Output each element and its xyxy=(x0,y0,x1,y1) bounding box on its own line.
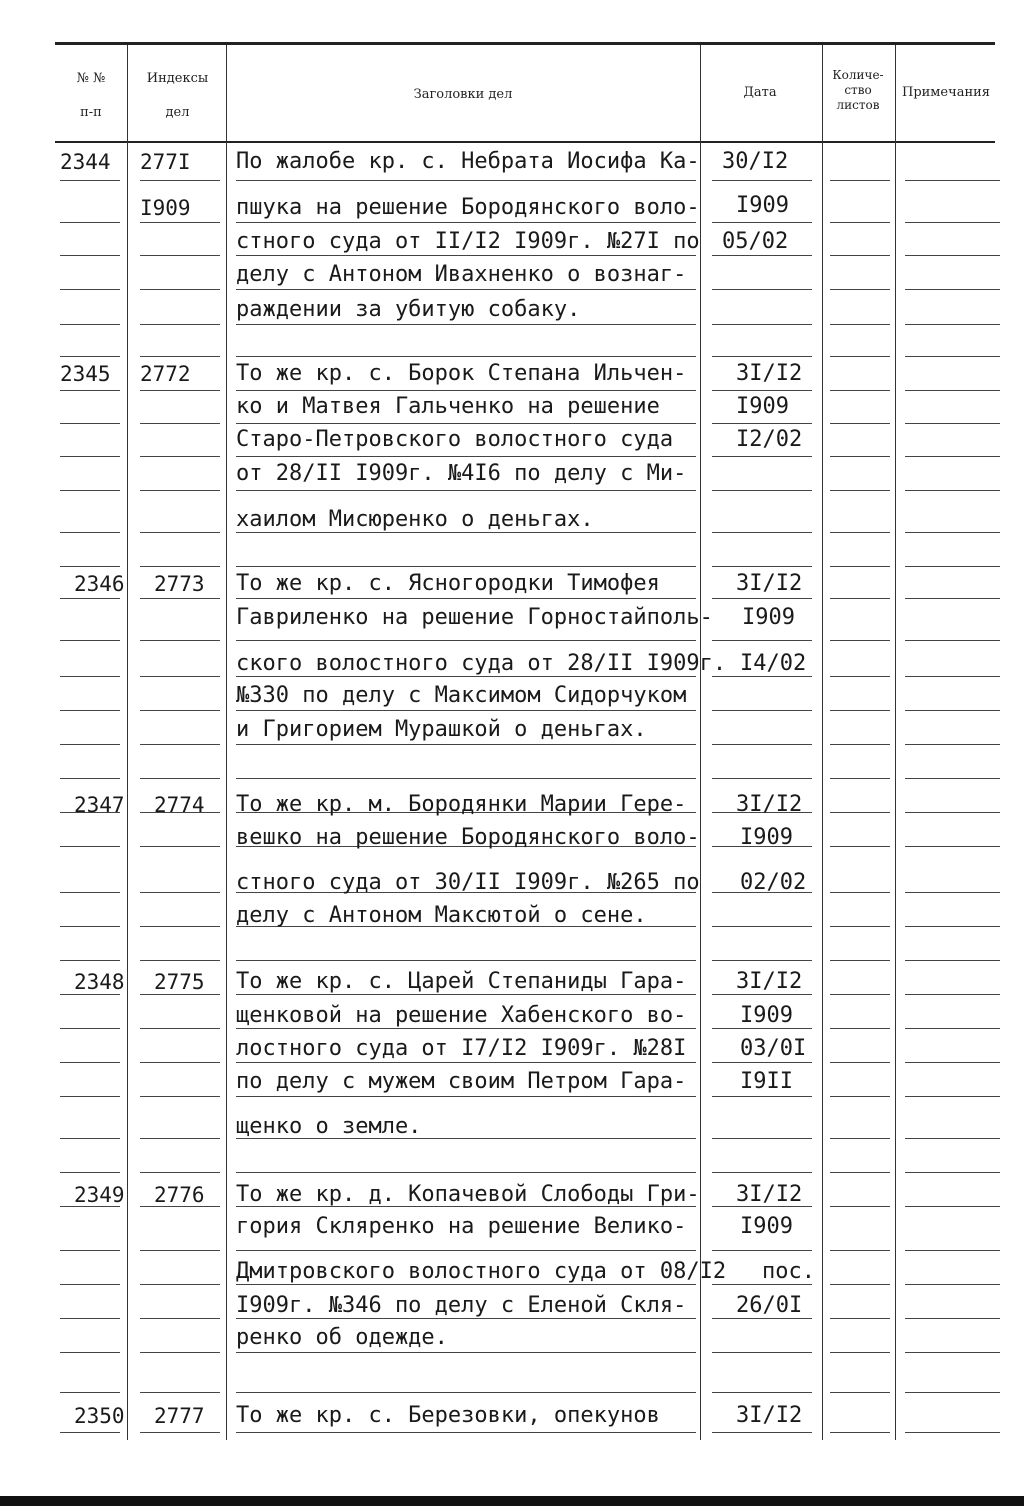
entry-title-line: и Григорием Мурашкой о деньгах. xyxy=(236,717,647,742)
entry-date: 3I/I2 xyxy=(736,792,803,817)
ruled-line xyxy=(712,1138,812,1139)
ruled-line xyxy=(830,676,890,677)
entry-number: 2350 xyxy=(74,1404,125,1428)
ruled-line xyxy=(60,926,120,927)
entry-title-line: Старо-Петровского волостного суда xyxy=(236,427,674,452)
ruled-line xyxy=(140,490,220,491)
entry-number: 2345 xyxy=(60,362,111,386)
ruled-line xyxy=(830,1318,890,1319)
ruled-line xyxy=(712,289,812,290)
entry-date: I909 xyxy=(742,605,795,630)
ruled-line xyxy=(140,926,220,927)
ruled-line xyxy=(60,598,120,599)
header-count-line3: листов xyxy=(836,98,880,112)
ruled-line xyxy=(830,1432,890,1433)
ruled-line xyxy=(140,1172,220,1173)
ruled-line xyxy=(236,255,696,256)
entry-title-line: То же кр. с. Ясногородки Тимофея xyxy=(236,571,660,596)
ruled-line xyxy=(830,1172,890,1173)
entry-index: 2772 xyxy=(140,362,191,386)
ruled-line xyxy=(830,456,890,457)
entry-title-line: раждении за убитую собаку. xyxy=(236,297,581,322)
ruled-line xyxy=(236,1096,696,1097)
ruled-line xyxy=(140,1028,220,1029)
ruled-line xyxy=(712,994,812,995)
ruled-line xyxy=(712,926,812,927)
column-line xyxy=(226,45,227,1440)
ruled-line xyxy=(236,423,696,424)
ruled-line xyxy=(905,255,1000,256)
ruled-line xyxy=(830,778,890,779)
ruled-line xyxy=(140,390,220,391)
entry-date: 3I/I2 xyxy=(736,361,803,386)
entry-date: I909 xyxy=(736,394,789,419)
ruled-line xyxy=(905,1352,1000,1353)
entry-title-line: делу с Антоном Ивахненко о вознаг- xyxy=(236,262,687,287)
entry-date: 30/I2 xyxy=(722,149,789,174)
ruled-line xyxy=(140,1138,220,1139)
ruled-line xyxy=(140,1062,220,1063)
ruled-line xyxy=(905,812,1000,813)
entry-title-line: ского волостного суда от 28/II I909г. xyxy=(236,651,727,676)
ruled-line xyxy=(905,1028,1000,1029)
ruled-line xyxy=(60,778,120,779)
column-line xyxy=(822,45,823,1440)
column-line xyxy=(895,45,896,1440)
ruled-line xyxy=(236,994,696,995)
ruled-line xyxy=(236,960,696,961)
ruled-line xyxy=(712,324,812,325)
header-date-label: Дата xyxy=(743,85,777,100)
ruled-line xyxy=(830,566,890,567)
ruled-line xyxy=(830,892,890,893)
ruled-line xyxy=(60,423,120,424)
entry-date: 3I/I2 xyxy=(736,969,803,994)
ruled-line xyxy=(830,289,890,290)
entry-date: пос. xyxy=(762,1259,815,1284)
ruled-line xyxy=(830,1096,890,1097)
ruled-line xyxy=(140,1352,220,1353)
ruled-line xyxy=(60,710,120,711)
entry-date: I2/02 xyxy=(736,427,803,452)
ruled-line xyxy=(830,180,890,181)
ruled-line xyxy=(60,356,120,357)
ruled-line xyxy=(830,994,890,995)
ruled-line xyxy=(140,1432,220,1433)
ruled-line xyxy=(712,566,812,567)
ruled-line xyxy=(712,1432,812,1433)
header-title-label: Заголовки дел xyxy=(413,87,513,102)
ruled-line xyxy=(905,1318,1000,1319)
ruled-line xyxy=(140,456,220,457)
ruled-line xyxy=(712,1318,812,1319)
entry-date: I909 xyxy=(740,1214,793,1239)
ruled-line xyxy=(60,1096,120,1097)
entry-date: 3I/I2 xyxy=(736,1182,803,1207)
entry-title-line: I909г. №346 по делу с Еленой Скля- xyxy=(236,1293,687,1318)
ruled-line xyxy=(905,960,1000,961)
ruled-line xyxy=(905,640,1000,641)
entry-title-line: гория Скляренко на решение Велико- xyxy=(236,1214,687,1239)
ruled-line xyxy=(60,1172,120,1173)
ruled-line xyxy=(60,1432,120,1433)
entry-title-line: пшука на решение Бородянского воло- xyxy=(236,195,700,220)
entry-date: I9II xyxy=(740,1069,793,1094)
ruled-line xyxy=(60,892,120,893)
entry-date: I4/02 xyxy=(740,651,807,676)
ruled-line xyxy=(712,778,812,779)
ruled-line xyxy=(712,1352,812,1353)
ruled-line xyxy=(830,1392,890,1393)
ruled-line xyxy=(712,423,812,424)
entry-index: 2775 xyxy=(154,970,205,994)
entry-title-line: Гавриленко на решение Горностайполь- xyxy=(236,605,713,630)
ruled-line xyxy=(905,566,1000,567)
ruled-line xyxy=(140,640,220,641)
ruled-line xyxy=(236,390,696,391)
ruled-line xyxy=(140,846,220,847)
entry-title-line: То же кр. с. Борок Степана Ильчен- xyxy=(236,361,687,386)
header-index-line1: Индексы xyxy=(146,71,209,86)
ruled-line xyxy=(905,1096,1000,1097)
ruled-line xyxy=(140,744,220,745)
ruled-line xyxy=(905,456,1000,457)
ruled-line xyxy=(905,598,1000,599)
entry-number: 2348 xyxy=(74,970,125,994)
ruled-line xyxy=(60,1028,120,1029)
ruled-line xyxy=(236,710,696,711)
entry-title-line: ренко об одежде. xyxy=(236,1325,448,1350)
bottom-border xyxy=(0,1496,1024,1506)
ruled-line xyxy=(236,1284,696,1285)
ruled-line xyxy=(905,778,1000,779)
entry-date: I909 xyxy=(736,193,789,218)
entry-date: 03/0I xyxy=(740,1036,807,1061)
ruled-line xyxy=(905,994,1000,995)
ruled-line xyxy=(236,744,696,745)
ruled-line xyxy=(712,1284,812,1285)
ruled-line xyxy=(236,676,696,677)
header-no-label xyxy=(58,72,124,120)
ruled-line xyxy=(60,1392,120,1393)
entry-title-line: стного суда от 30/II I909г. №265 по xyxy=(236,870,700,895)
entry-date: I909 xyxy=(740,1003,793,1028)
ruled-line xyxy=(712,255,812,256)
ruled-line xyxy=(60,324,120,325)
ruled-line xyxy=(905,1172,1000,1173)
ruled-line xyxy=(236,180,696,181)
ruled-line xyxy=(140,1392,220,1393)
entry-number: 2344 xyxy=(60,150,111,174)
ruled-line xyxy=(830,640,890,641)
ruled-line xyxy=(236,778,696,779)
column-line xyxy=(127,45,128,1440)
ruled-line xyxy=(905,490,1000,491)
ruled-line xyxy=(140,324,220,325)
ruled-line xyxy=(830,390,890,391)
entry-date: 3I/I2 xyxy=(736,1403,803,1428)
entry-index: 2776 xyxy=(154,1183,205,1207)
ruled-line xyxy=(140,710,220,711)
ruled-line xyxy=(905,926,1000,927)
ruled-line xyxy=(712,1028,812,1029)
ruled-line xyxy=(830,356,890,357)
entry-title-line: от 28/II I909г. №4I6 по делу с Ми- xyxy=(236,461,687,486)
entry-title-line: щенковой на решение Хабенского во- xyxy=(236,1003,687,1028)
ruled-line xyxy=(830,532,890,533)
ruled-line xyxy=(830,324,890,325)
ruled-line xyxy=(60,960,120,961)
ruled-line xyxy=(905,892,1000,893)
ruled-line xyxy=(905,1284,1000,1285)
ruled-line xyxy=(905,1206,1000,1207)
entry-date: 26/0I xyxy=(736,1293,803,1318)
ruled-line xyxy=(140,676,220,677)
ruled-line xyxy=(236,566,696,567)
entry-title-line: То же кр. с. Царей Степаниды Гара- xyxy=(236,969,687,994)
ruled-line xyxy=(60,1318,120,1319)
ruled-line xyxy=(140,598,220,599)
ruled-line xyxy=(60,289,120,290)
ruled-line xyxy=(905,1138,1000,1139)
entry-title-line: То же кр. м. Бородянки Марии Гере- xyxy=(236,792,687,817)
header-no-line2: п-п xyxy=(80,105,102,120)
ruled-line xyxy=(236,1172,696,1173)
ruled-line xyxy=(236,532,696,533)
ruled-line xyxy=(236,456,696,457)
entry-title-line: делу с Антоном Максютой о сене. xyxy=(236,903,647,928)
ruled-line xyxy=(905,289,1000,290)
ruled-line xyxy=(140,1284,220,1285)
entry-title-line: То же кр. д. Копачевой Слободы Гри- xyxy=(236,1182,700,1207)
entry-index: 2773 xyxy=(154,572,205,596)
ruled-line xyxy=(830,1284,890,1285)
entry-title-line: То же кр. с. Березовки, опекунов xyxy=(236,1403,660,1428)
entry-date: 05/02 xyxy=(722,229,789,254)
header-count-line1: Количе- xyxy=(832,68,884,82)
ruled-line xyxy=(905,532,1000,533)
ruled-line xyxy=(60,994,120,995)
ruled-line xyxy=(140,1250,220,1251)
ruled-line xyxy=(140,532,220,533)
entry-title-line: Дмитровского волостного суда от 08/I2 xyxy=(236,1259,727,1284)
ruled-line xyxy=(830,423,890,424)
ruled-line xyxy=(236,640,696,641)
ruled-line xyxy=(830,1206,890,1207)
ruled-line xyxy=(830,255,890,256)
ruled-line xyxy=(60,180,120,181)
ruled-line xyxy=(236,1250,696,1251)
ruled-line xyxy=(905,1392,1000,1393)
ruled-line xyxy=(905,676,1000,677)
entry-index: 2774 xyxy=(154,793,205,817)
ruled-line xyxy=(236,1318,696,1319)
ruled-line xyxy=(60,846,120,847)
ruled-line xyxy=(712,710,812,711)
ruled-line xyxy=(712,222,812,223)
ruled-line xyxy=(830,926,890,927)
entry-number: 2346 xyxy=(74,572,125,596)
ruled-line xyxy=(905,222,1000,223)
ruled-line xyxy=(712,1096,812,1097)
header-separator xyxy=(55,141,995,143)
ruled-line xyxy=(712,490,812,491)
header-index-line2: дел xyxy=(165,105,190,120)
ruled-line xyxy=(236,490,696,491)
ruled-line xyxy=(140,255,220,256)
ruled-line xyxy=(140,994,220,995)
ruled-line xyxy=(60,744,120,745)
ruled-line xyxy=(712,456,812,457)
ruled-line xyxy=(60,1352,120,1353)
ruled-line xyxy=(712,640,812,641)
ruled-line xyxy=(830,710,890,711)
ruled-line xyxy=(830,960,890,961)
header-notes-label: Примечания xyxy=(901,85,990,100)
ruled-line xyxy=(60,222,120,223)
ruled-line xyxy=(60,490,120,491)
ruled-line xyxy=(60,390,120,391)
entry-date: I909 xyxy=(740,825,793,850)
ruled-line xyxy=(712,744,812,745)
ruled-line xyxy=(140,1096,220,1097)
ruled-line xyxy=(830,812,890,813)
header-index-label xyxy=(130,72,225,120)
header-no-line1: № № xyxy=(76,71,106,86)
ruled-line xyxy=(236,1432,696,1433)
ruled-line xyxy=(140,180,220,181)
ruled-line xyxy=(140,356,220,357)
ruled-line xyxy=(236,1028,696,1029)
entry-index: 2777 xyxy=(154,1404,205,1428)
ruled-line xyxy=(830,1028,890,1029)
ruled-line xyxy=(905,180,1000,181)
ruled-line xyxy=(905,846,1000,847)
ruled-line xyxy=(140,1318,220,1319)
entry-index-year: I909 xyxy=(140,196,191,220)
ruled-line xyxy=(830,222,890,223)
entry-index: 277I xyxy=(140,150,191,174)
ruled-line xyxy=(236,289,696,290)
ruled-line xyxy=(830,744,890,745)
header-top-rule xyxy=(55,42,995,45)
ruled-line xyxy=(905,356,1000,357)
entry-number: 2349 xyxy=(74,1183,125,1207)
ruled-line xyxy=(712,960,812,961)
ruled-line xyxy=(236,1062,696,1063)
header-count-label xyxy=(822,68,894,113)
ruled-line xyxy=(830,846,890,847)
ruled-line xyxy=(236,222,696,223)
ruled-line xyxy=(712,356,812,357)
ruled-line xyxy=(60,640,120,641)
ruled-line xyxy=(140,222,220,223)
ruled-line xyxy=(140,289,220,290)
entry-number: 2347 xyxy=(74,793,125,817)
ruled-line xyxy=(712,1392,812,1393)
entry-title-line: щенко о земле. xyxy=(236,1114,422,1139)
ruled-line xyxy=(60,255,120,256)
ruled-line xyxy=(712,1250,812,1251)
column-line xyxy=(700,45,701,1440)
entry-title-line: лостного суда от I7/I2 I909г. №28I xyxy=(236,1036,687,1061)
header-count-line2: ство xyxy=(844,83,872,97)
ruled-line xyxy=(830,1062,890,1063)
ruled-line xyxy=(712,180,812,181)
entry-title-line: по делу с мужем своим Петром Гара- xyxy=(236,1069,687,1094)
entry-title-line: вешко на решение Бородянского воло- xyxy=(236,825,700,850)
ruled-line xyxy=(905,423,1000,424)
ruled-line xyxy=(905,1062,1000,1063)
ruled-line xyxy=(140,423,220,424)
entry-date: 3I/I2 xyxy=(736,571,803,596)
entry-title-line: №330 по делу с Максимом Сидорчуком xyxy=(236,683,687,708)
ruled-line xyxy=(140,566,220,567)
ruled-line xyxy=(830,1250,890,1251)
ruled-line xyxy=(236,324,696,325)
ruled-line xyxy=(60,532,120,533)
ruled-line xyxy=(60,456,120,457)
entry-title-line: хаилом Мисюренко о деньгах. xyxy=(236,507,594,532)
ruled-line xyxy=(236,356,696,357)
ruled-line xyxy=(905,390,1000,391)
entry-title-line: ко и Матвея Гальченко на решение xyxy=(236,394,660,419)
ruled-line xyxy=(60,566,120,567)
ruled-line xyxy=(60,1250,120,1251)
ruled-line xyxy=(140,778,220,779)
ruled-line xyxy=(60,676,120,677)
ruled-line xyxy=(236,598,696,599)
ruled-line xyxy=(712,1172,812,1173)
entry-title-line: стного суда от II/I2 I909г. №27I по xyxy=(236,229,700,254)
ruled-line xyxy=(830,1352,890,1353)
entry-date: 02/02 xyxy=(740,870,807,895)
ruled-line xyxy=(140,960,220,961)
ruled-line xyxy=(236,1352,696,1353)
ruled-line xyxy=(712,390,812,391)
ruled-line xyxy=(830,598,890,599)
ruled-line xyxy=(712,1062,812,1063)
ruled-line xyxy=(712,676,812,677)
ruled-line xyxy=(60,1284,120,1285)
entry-title-line: По жалобе кр. с. Небрата Иосифа Ка- xyxy=(236,149,700,174)
ruled-line xyxy=(905,744,1000,745)
ruled-line xyxy=(60,1138,120,1139)
ruled-line xyxy=(905,710,1000,711)
ruled-line xyxy=(712,598,812,599)
ruled-line xyxy=(905,1250,1000,1251)
ruled-line xyxy=(140,892,220,893)
ruled-line xyxy=(236,1392,696,1393)
ruled-line xyxy=(712,532,812,533)
ruled-line xyxy=(830,1138,890,1139)
ruled-line xyxy=(905,1432,1000,1433)
ruled-line xyxy=(830,490,890,491)
ruled-line xyxy=(905,324,1000,325)
ruled-line xyxy=(60,1062,120,1063)
